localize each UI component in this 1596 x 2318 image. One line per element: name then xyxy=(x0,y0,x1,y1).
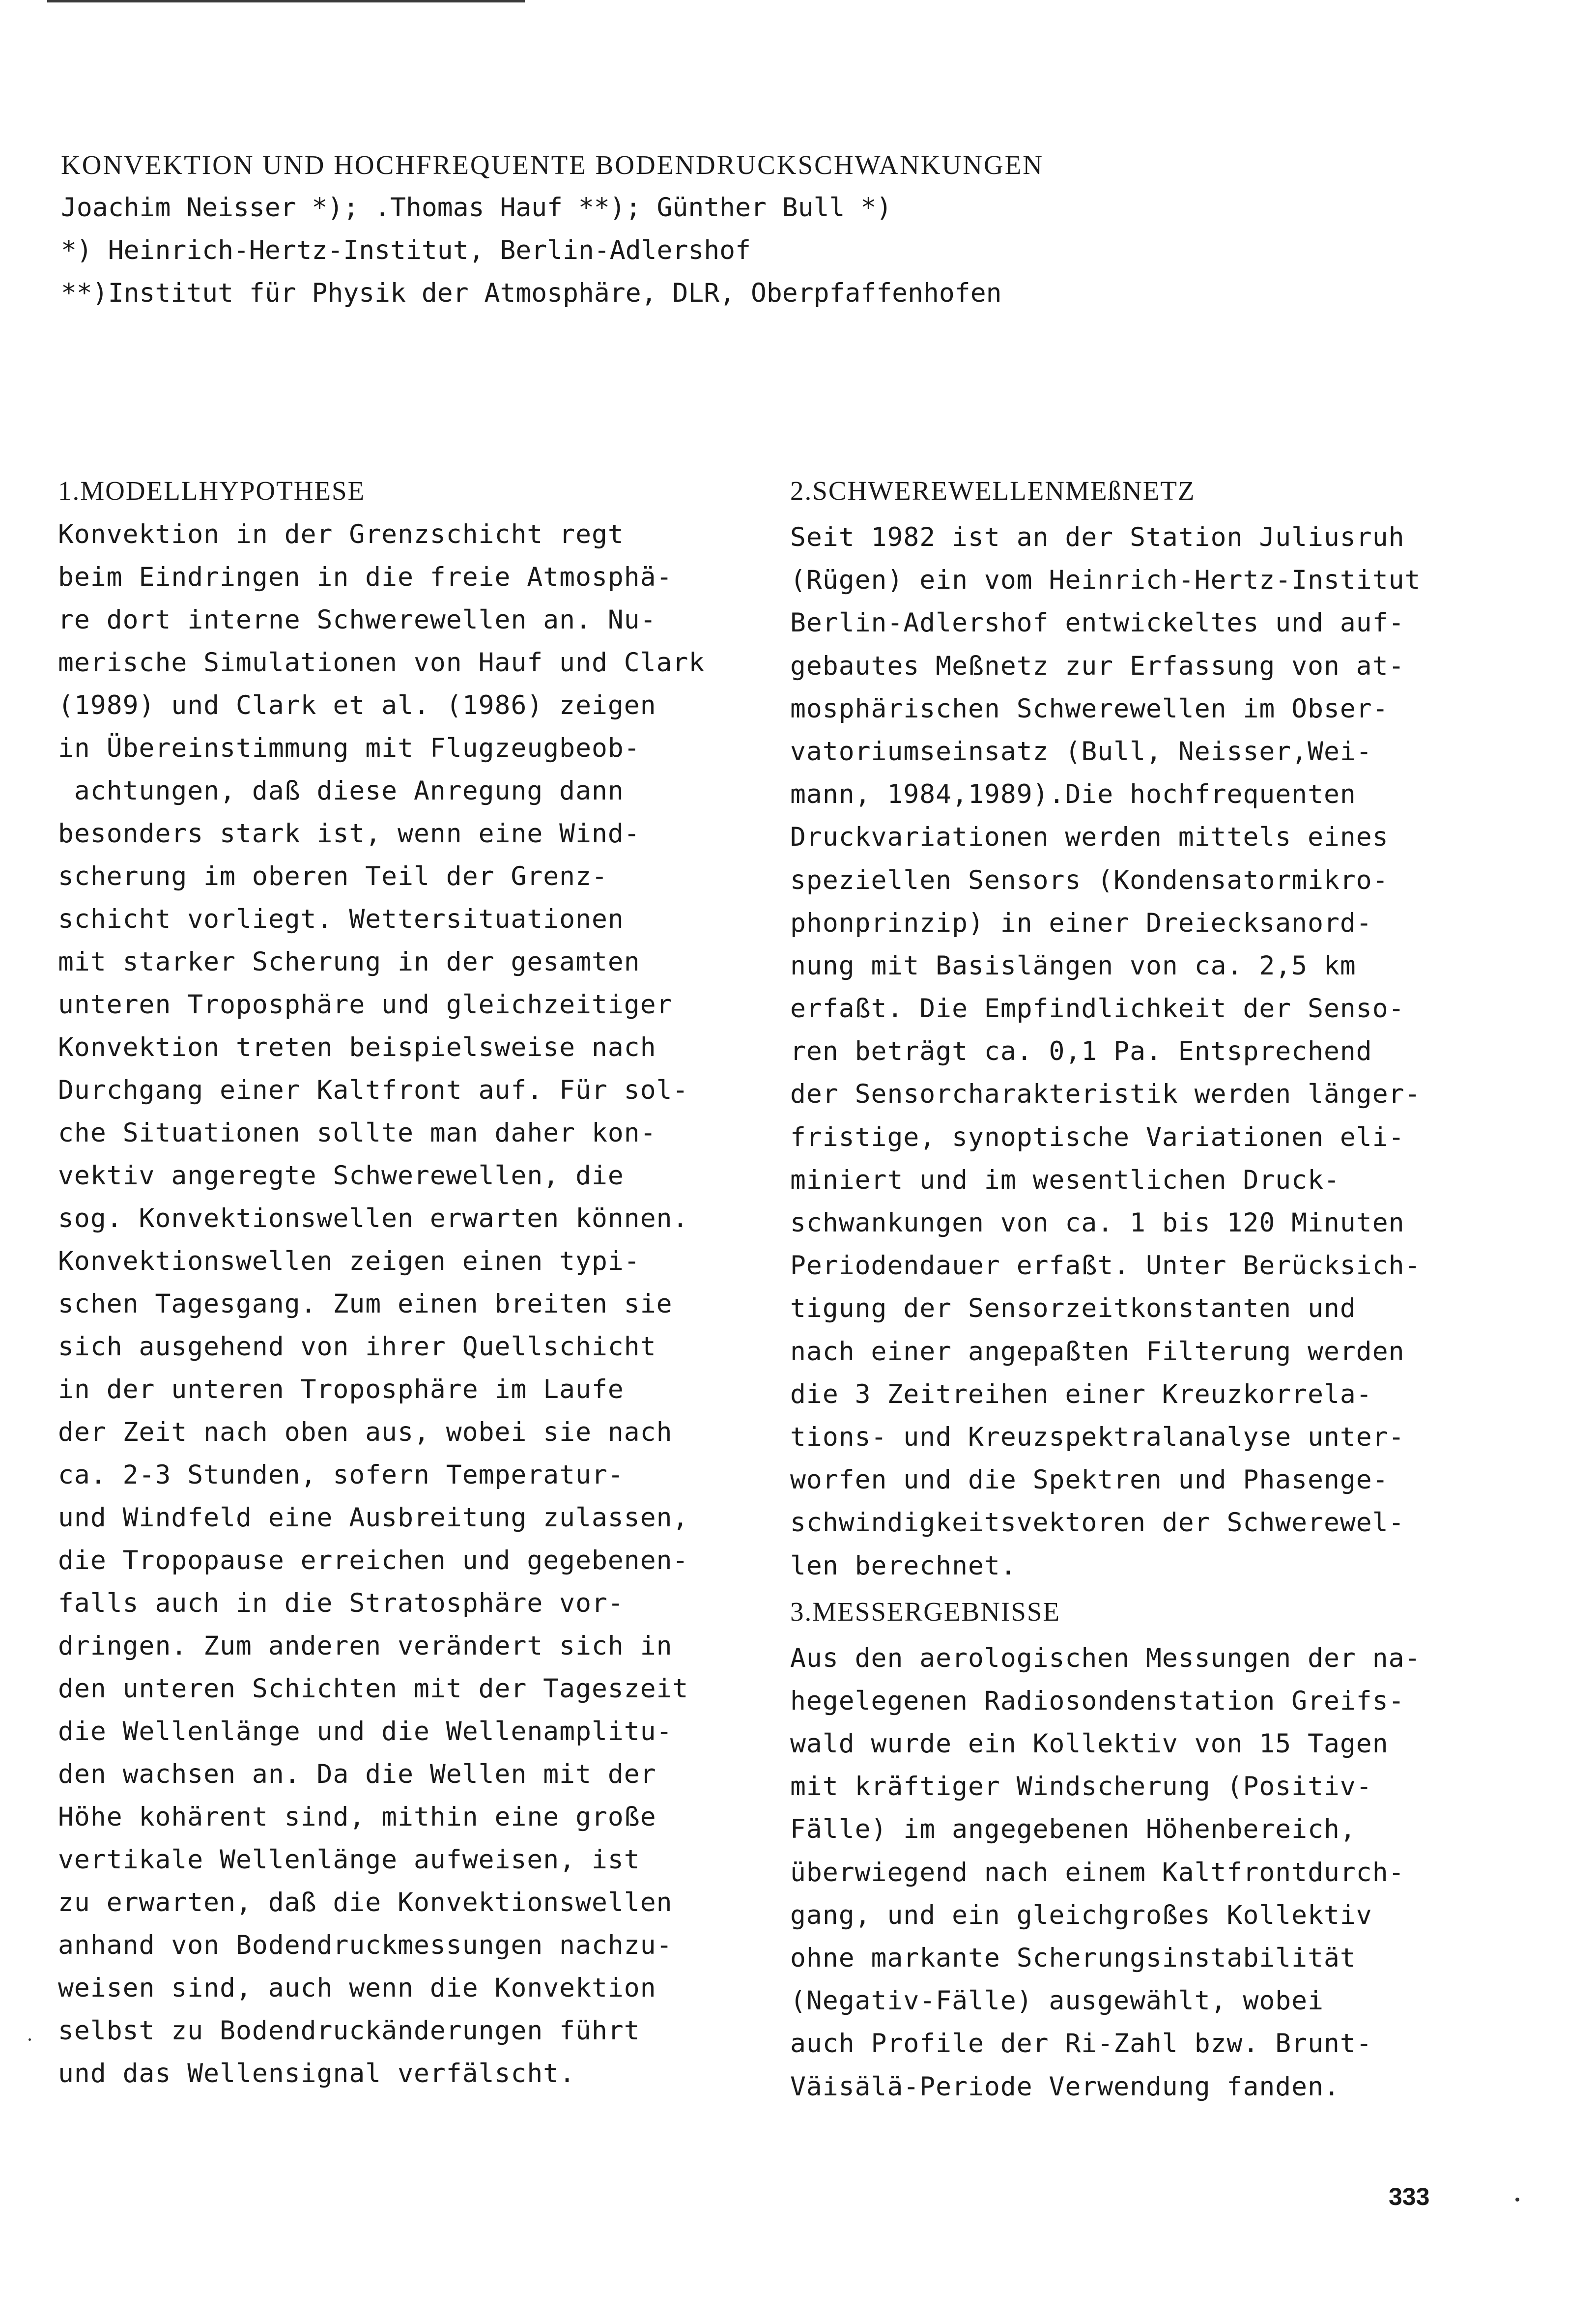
text-line: unteren Troposphäre und gleichzeitiger xyxy=(58,990,673,1020)
text-line: die Wellenlänge und die Wellenamplitu- xyxy=(58,1717,673,1746)
text-line: Konvektionswellen zeigen einen typi- xyxy=(58,1246,640,1276)
page-number: 333 xyxy=(1389,2183,1430,2210)
text-line: vatoriumseinsatz (Bull, Neisser,Wei- xyxy=(790,736,1372,767)
text-line: dringen. Zum anderen verändert sich in xyxy=(58,1631,673,1661)
text-line: nach einer angepaßten Filterung werden xyxy=(790,1336,1405,1367)
text-line: Aus den aerologischen Messungen der na- xyxy=(790,1643,1421,1673)
text-line: vektiv angeregte Schwerewellen, die xyxy=(58,1161,624,1191)
scan-speck xyxy=(1515,2198,1519,2202)
text-line: gang, und ein gleichgroßes Kollektiv xyxy=(790,1900,1372,1930)
text-line: die 3 Zeitreihen einer Kreuzkorrela- xyxy=(790,1379,1372,1409)
text-line: fristige, synoptische Variationen eli- xyxy=(790,1122,1405,1152)
text-line: den unteren Schichten mit der Tageszeit xyxy=(58,1674,689,1704)
text-line: Periodendauer erfaßt. Unter Berücksich- xyxy=(790,1251,1421,1281)
text-line: Fälle) im angegebenen Höhenbereich, xyxy=(790,1814,1356,1845)
text-line: miniert und im wesentlichen Druck- xyxy=(790,1165,1340,1195)
scan-speck xyxy=(28,2038,31,2041)
text-line: tions- und Kreuzspektralanalyse unter- xyxy=(790,1422,1405,1452)
text-line: schwindigkeitsvektoren der Schwerewel- xyxy=(790,1508,1405,1538)
text-line: hegelegenen Radiosondenstation Greifs- xyxy=(790,1686,1405,1716)
text-line: gebautes Meßnetz zur Erfassung von at- xyxy=(790,651,1405,681)
text-line: mann, 1984,1989).Die hochfrequenten xyxy=(790,779,1356,810)
text-line: len berechnet. xyxy=(790,1550,1017,1581)
left-column xyxy=(58,469,756,2095)
text-line: ohne markante Scherungsinstabilität xyxy=(790,1943,1356,1973)
text-line: sog. Konvektionswellen erwarten können. xyxy=(58,1203,689,1233)
text-line: (Negativ-Fälle) ausgewählt, wobei xyxy=(790,1986,1324,2016)
affiliation-2: **)Institut für Physik der Atmosphäre, DLR, Oberpfaffenhofen xyxy=(61,278,1002,308)
text-line: che Situationen sollte man daher kon- xyxy=(58,1118,656,1148)
text-line: Konvektion in der Grenzschicht regt xyxy=(58,519,624,549)
text-line: auch Profile der Ri-Zahl bzw. Brunt- xyxy=(790,2029,1372,2059)
text-line: in Übereinstimmung mit Flugzeugbeob- xyxy=(58,733,640,763)
text-line: ren beträgt ca. 0,1 Pa. Entsprechend xyxy=(790,1036,1372,1067)
affiliation-1: *) Heinrich-Hertz-Institut, Berlin-Adlershof xyxy=(61,235,751,265)
text-line: mit kräftiger Windscherung (Positiv- xyxy=(790,1772,1372,1802)
section-3-heading: 3.MESSERGEBNISSE xyxy=(790,1596,1061,1627)
section-3-body xyxy=(790,1637,1488,2108)
text-line: beim Eindringen in die freie Atmosphä- xyxy=(58,562,673,592)
article-header xyxy=(61,143,1289,315)
text-line: (1989) und Clark et al. (1986) zeigen xyxy=(58,690,656,720)
right-column xyxy=(790,469,1488,2108)
text-line: die Tropopause erreichen und gegebenen- xyxy=(58,1545,689,1575)
text-line: sich ausgehend von ihrer Quellschicht xyxy=(58,1332,656,1362)
section-1-body xyxy=(58,513,756,2095)
text-line: worfen und die Spektren und Phasenge- xyxy=(790,1465,1389,1495)
article-title: KONVEKTION UND HOCHFREQUENTE BODENDRUCKSCHWANKUNGEN xyxy=(61,150,1044,180)
text-line: zu erwarten, daß die Konvektionswellen xyxy=(58,1888,673,1917)
text-line: scherung im oberen Teil der Grenz- xyxy=(58,861,608,891)
text-line: besonders stark ist, wenn eine Wind- xyxy=(58,819,640,849)
text-line: und das Wellensignal verfälscht. xyxy=(58,2059,576,2089)
text-line: vertikale Wellenlänge aufweisen, ist xyxy=(58,1845,640,1875)
text-line: überwiegend nach einem Kaltfrontdurch- xyxy=(790,1857,1405,1888)
text-line: Konvektion treten beispielsweise nach xyxy=(58,1032,656,1062)
text-line: Druckvariationen werden mittels eines xyxy=(790,822,1389,853)
text-line: schen Tagesgang. Zum einen breiten sie xyxy=(58,1289,673,1319)
text-line: schicht vorliegt. Wettersituationen xyxy=(58,904,624,934)
text-line: phonprinzip) in einer Dreiecksanord- xyxy=(790,908,1372,938)
text-line: weisen sind, auch wenn die Konvektion xyxy=(58,1973,656,2003)
text-line: der Sensorcharakteristik werden länger- xyxy=(790,1079,1421,1110)
section-2-heading: 2.SCHWEREWELLENMEßNETZ xyxy=(790,476,1196,506)
text-line: Durchgang einer Kaltfront auf. Für sol- xyxy=(58,1075,689,1105)
text-line: in der unteren Troposphäre im Laufe xyxy=(58,1374,624,1404)
text-line: Höhe kohärent sind, mithin eine große xyxy=(58,1802,656,1832)
text-line: selbst zu Bodendruckänderungen führt xyxy=(58,2016,640,2046)
text-line: ca. 2-3 Stunden, sofern Temperatur- xyxy=(58,1460,624,1490)
text-line: Väisälä-Periode Verwendung fanden. xyxy=(790,2071,1340,2102)
text-line: und Windfeld eine Ausbreitung zulassen, xyxy=(58,1503,689,1533)
text-line: (Rügen) ein vom Heinrich-Hertz-Institut xyxy=(790,565,1421,596)
text-line: mosphärischen Schwerewellen im Obser- xyxy=(790,693,1389,724)
text-line: merische Simulationen von Hauf und Clark xyxy=(58,648,705,678)
section-1-heading: 1.MODELLHYPOTHESE xyxy=(58,476,366,506)
text-line: der Zeit nach oben aus, wobei sie nach xyxy=(58,1417,673,1447)
top-rule xyxy=(47,0,525,2)
text-line: Seit 1982 ist an der Station Juliusruh xyxy=(790,522,1405,552)
text-line: re dort interne Schwerewellen an. Nu- xyxy=(58,605,656,635)
text-line: achtungen, daß diese Anregung dann xyxy=(58,776,624,806)
text-line: falls auch in die Stratosphäre vor- xyxy=(58,1588,624,1618)
text-line: Berlin-Adlershof entwickeltes und auf- xyxy=(790,608,1405,638)
text-line: speziellen Sensors (Kondensatormikro- xyxy=(790,865,1389,895)
text-line: schwankungen von ca. 1 bis 120 Minuten xyxy=(790,1208,1405,1238)
text-line: nung mit Basislängen von ca. 2,5 km xyxy=(790,950,1356,981)
text-line: wald wurde ein Kollektiv von 15 Tagen xyxy=(790,1729,1389,1759)
text-line: tigung der Sensorzeitkonstanten und xyxy=(790,1293,1356,1324)
section-2-body xyxy=(790,516,1488,1587)
text-line: anhand von Bodendruckmessungen nachzu- xyxy=(58,1930,673,1960)
author-list: Joachim Neisser *); .Thomas Hauf **); Günther Bull *) xyxy=(61,193,892,223)
text-line: mit starker Scherung in der gesamten xyxy=(58,947,640,977)
text-line: den wachsen an. Da die Wellen mit der xyxy=(58,1759,656,1789)
text-line: erfaßt. Die Empfindlichkeit der Senso- xyxy=(790,994,1405,1024)
